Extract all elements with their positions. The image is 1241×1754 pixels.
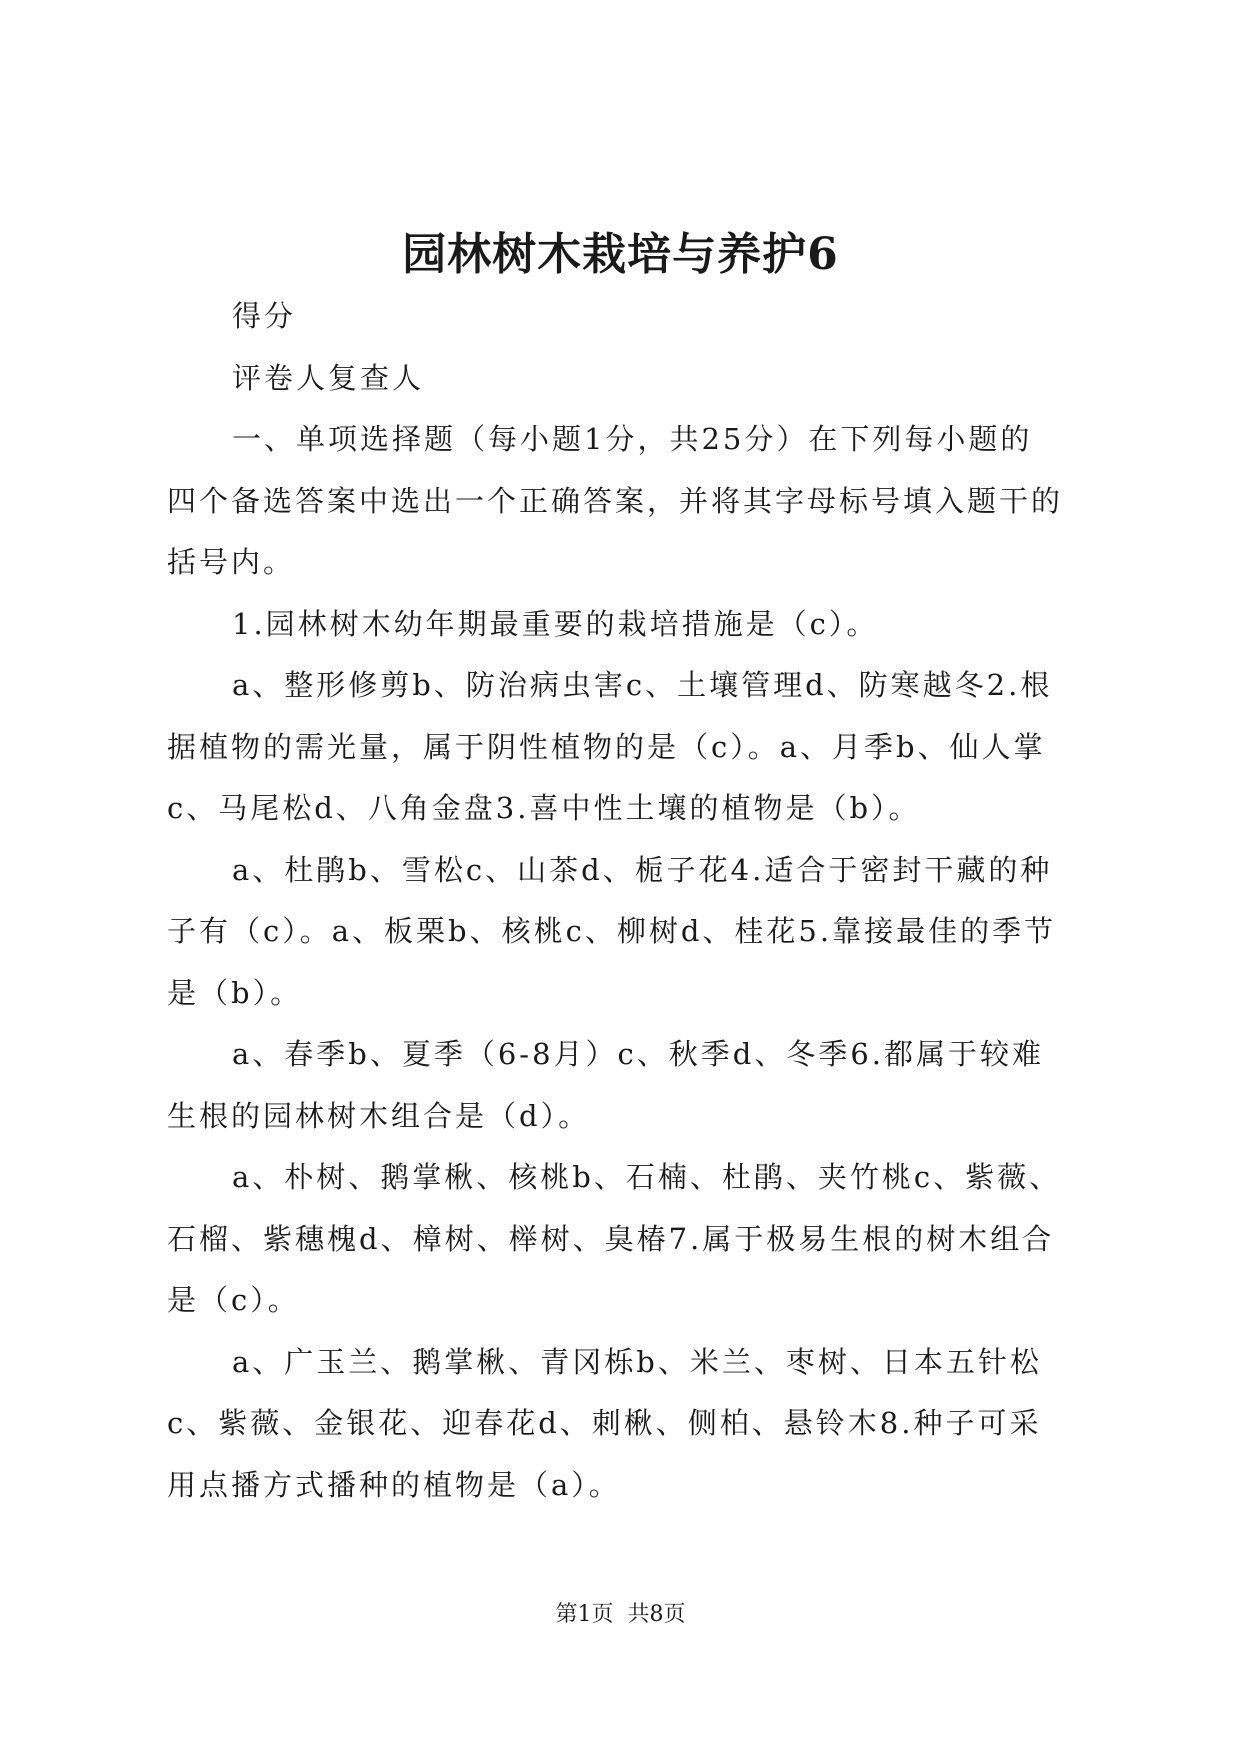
page-number: 第1页 [555, 1602, 614, 1627]
body-line: 一、单项选择题（每小题1分，共25分）在下列每小题的 [232, 422, 1033, 456]
body-line: 括号内。 [167, 545, 296, 579]
body-line: 1.园林树木幼年期最重要的栽培措施是（c）。 [232, 606, 879, 641]
body-line: 生根的园林树木组合是（d）。 [167, 1098, 591, 1133]
body-line: 用点播方式播种的植物是（a）。 [167, 1467, 621, 1502]
body-line: 是（b）。 [167, 975, 303, 1010]
body-line: a、整形修剪b、防治病虫害c、土壤管理d、防寒越冬2.根 [232, 668, 1053, 702]
body-line: 石榴、紫穗槐d、樟树、榉树、臭椿7.属于极易生根的树木组合 [167, 1221, 1055, 1256]
page-total: 共8页 [627, 1602, 686, 1627]
body-line: 是（c）。 [167, 1283, 300, 1317]
body-line: 得分 [232, 299, 297, 333]
document-title: 园林树木栽培与养护6 [402, 229, 839, 280]
body-line: 四个备选答案中选出一个正确答案，并将其字母标号填入题干的 [167, 483, 1064, 518]
body-line: 子有（c）。a、板栗b、核桃c、柳树d、桂花5.靠接最佳的季节 [167, 914, 1057, 948]
body-line: a、朴树、鹅掌楸、核桃b、石楠、杜鹃、夹竹桃c、紫薇、 [232, 1160, 1062, 1194]
document-body [167, 286, 1087, 1516]
body-line: a、春季b、夏季（6-8月）c、秋季d、冬季6.都属于较难 [232, 1037, 1045, 1071]
body-line: c、紫薇、金银花、迎春花d、刺楸、侧柏、悬铃木8.种子可采 [167, 1406, 1042, 1440]
body-line: 据植物的需光量，属于阴性植物的是（c）。a、月季b、仙人掌 [167, 729, 1046, 764]
body-line: 评卷人复查人 [232, 360, 425, 395]
body-line: a、广玉兰、鹅掌楸、青冈栎b、米兰、枣树、日本五针松 [232, 1344, 1042, 1379]
body-line: c、马尾松d、八角金盘3.喜中性土壤的植物是（b）。 [167, 791, 921, 825]
page-footer [0, 1600, 1241, 1630]
body-line: a、杜鹃b、雪松c、山茶d、栀子花4.适合于密封干藏的种 [232, 852, 1053, 887]
